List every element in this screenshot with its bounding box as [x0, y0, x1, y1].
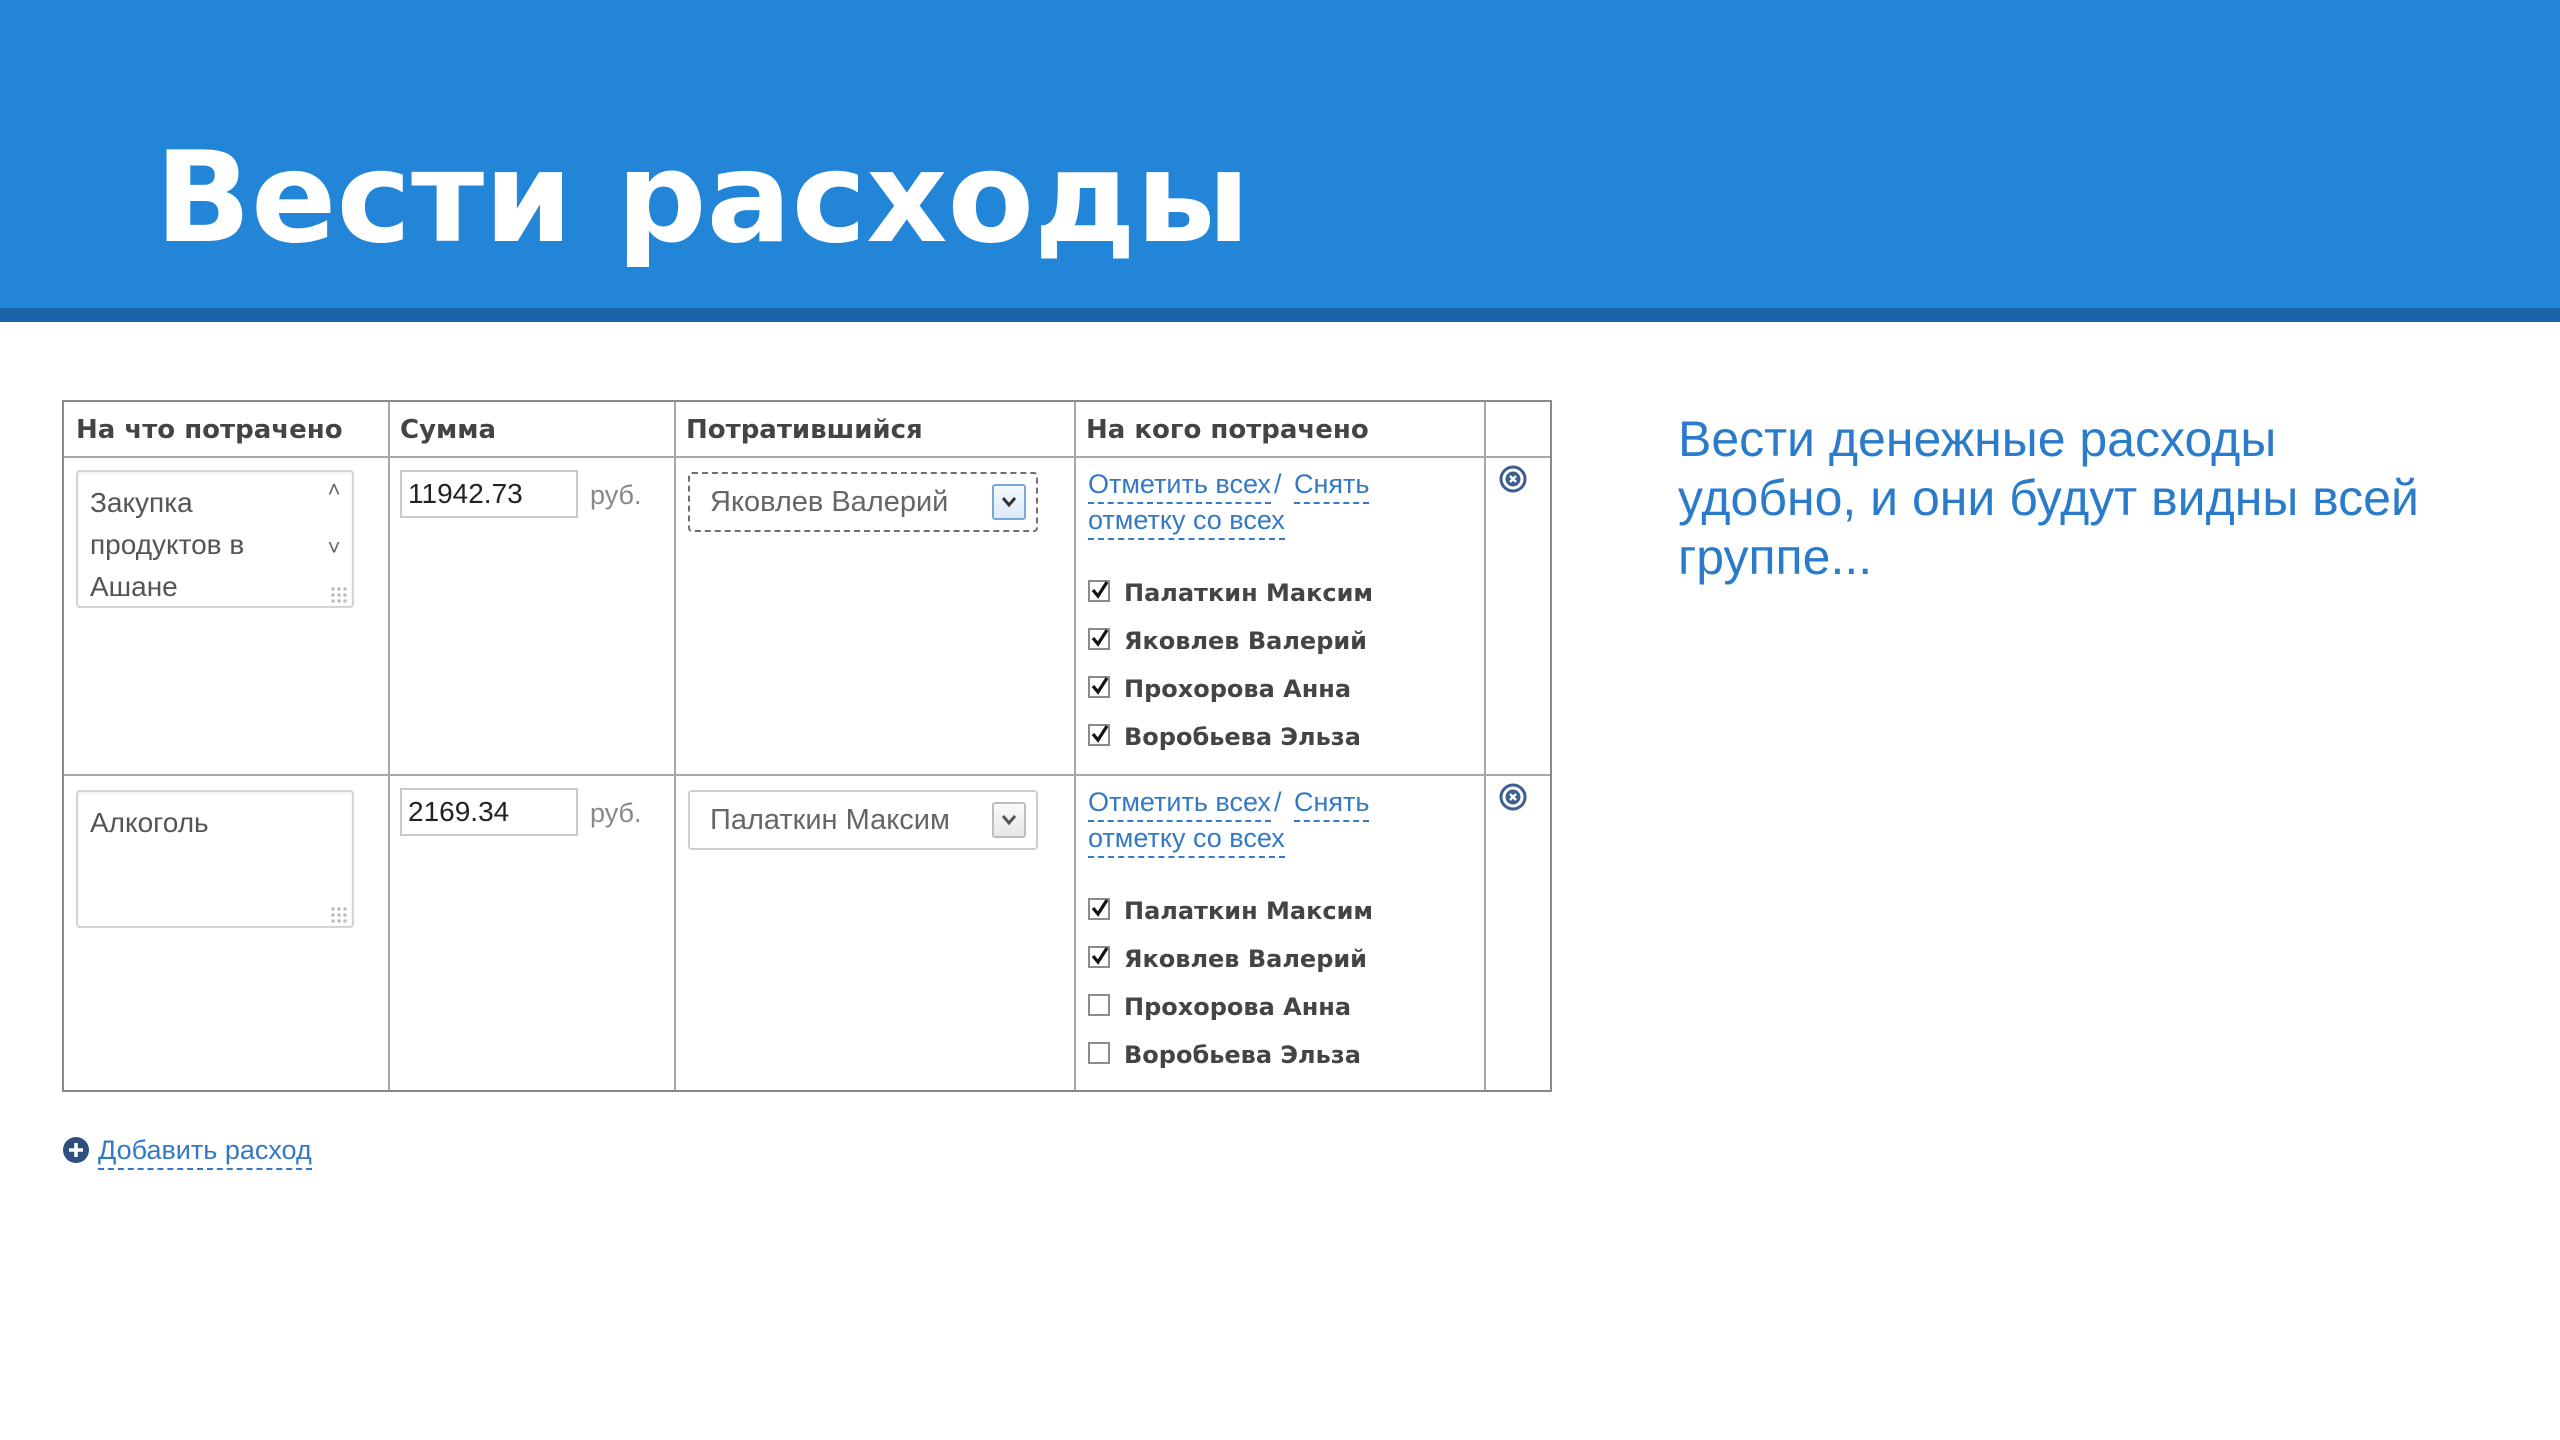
header-for-whom: На кого потрачено [1086, 415, 1369, 445]
participant-name: Прохорова Анна [1124, 675, 1352, 703]
description-textarea[interactable] [76, 470, 354, 608]
participant-name: Воробьева Эльза [1124, 1041, 1361, 1069]
column-divider [1484, 402, 1486, 1090]
participant-checkbox[interactable] [1088, 946, 1110, 968]
remove-circle-icon[interactable] [1498, 464, 1528, 494]
plus-circle-icon[interactable] [62, 1136, 90, 1164]
scroll-down-icon[interactable]: ˅ [327, 535, 341, 560]
chevron-down-icon[interactable] [992, 484, 1026, 520]
participant-name: Прохорова Анна [1124, 993, 1352, 1021]
participant-name: Яковлев Валерий [1124, 945, 1367, 973]
currency-label: руб. [590, 480, 642, 510]
participant-name: Палаткин Максим [1124, 579, 1374, 607]
participant-checkbox[interactable] [1088, 676, 1110, 698]
participant-name: Яковлев Валерий [1124, 627, 1367, 655]
select-all-link[interactable]: Отметить всех [1088, 784, 1271, 822]
participant-checkbox[interactable] [1088, 724, 1110, 746]
banner-divider [0, 308, 2560, 322]
amount-input[interactable]: 2169.34 [400, 788, 578, 836]
currency-label: руб. [590, 798, 642, 828]
chevron-down-icon[interactable] [992, 802, 1026, 838]
side-description: Вести денежные расходы удобно, и они будут видны всей группе... [1678, 411, 2419, 585]
description-textarea[interactable] [76, 790, 354, 928]
description-text: Алкоголь [90, 807, 209, 838]
slide-title: Вести расходы [155, 124, 1250, 271]
select-all-link[interactable]: Отметить всех [1088, 466, 1271, 504]
expenses-table [62, 400, 1552, 1092]
amount-input[interactable]: 11942.73 [400, 470, 578, 518]
description-text: Закупка продуктов в Ашане [90, 487, 245, 602]
header-payer: Потратившийся [686, 415, 923, 445]
row-divider [64, 774, 1550, 776]
clear-all-link-continued[interactable]: отметку со всех [1088, 820, 1285, 858]
participant-checkbox[interactable] [1088, 628, 1110, 650]
payer-select[interactable] [688, 472, 1038, 532]
clear-all-link[interactable]: Снять [1294, 466, 1369, 504]
participant-name: Палаткин Максим [1124, 897, 1374, 925]
column-divider [388, 402, 390, 1090]
payer-select-value: Палаткин Максим [710, 804, 950, 836]
participant-name: Воробьева Эльза [1124, 723, 1361, 751]
remove-circle-icon[interactable] [1498, 782, 1528, 812]
header-what: На что потрачено [76, 415, 343, 445]
scroll-up-icon[interactable]: ˄ [327, 477, 341, 502]
link-separator: / [1274, 469, 1282, 499]
link-separator: / [1274, 787, 1282, 817]
clear-all-link[interactable]: Снять [1294, 784, 1369, 822]
participant-checkbox[interactable] [1088, 994, 1110, 1016]
payer-select-value: Яковлев Валерий [710, 486, 949, 518]
header-amount: Сумма [400, 415, 497, 445]
add-expense-link[interactable]: Добавить расход [98, 1132, 312, 1170]
column-divider [674, 402, 676, 1090]
resize-grip-icon[interactable] [330, 586, 348, 604]
participant-checkbox[interactable] [1088, 898, 1110, 920]
participant-checkbox[interactable] [1088, 580, 1110, 602]
column-divider [1074, 402, 1076, 1090]
payer-select[interactable] [688, 790, 1038, 850]
participant-checkbox[interactable] [1088, 1042, 1110, 1064]
resize-grip-icon[interactable] [330, 906, 348, 924]
clear-all-link-continued[interactable]: отметку со всех [1088, 502, 1285, 540]
